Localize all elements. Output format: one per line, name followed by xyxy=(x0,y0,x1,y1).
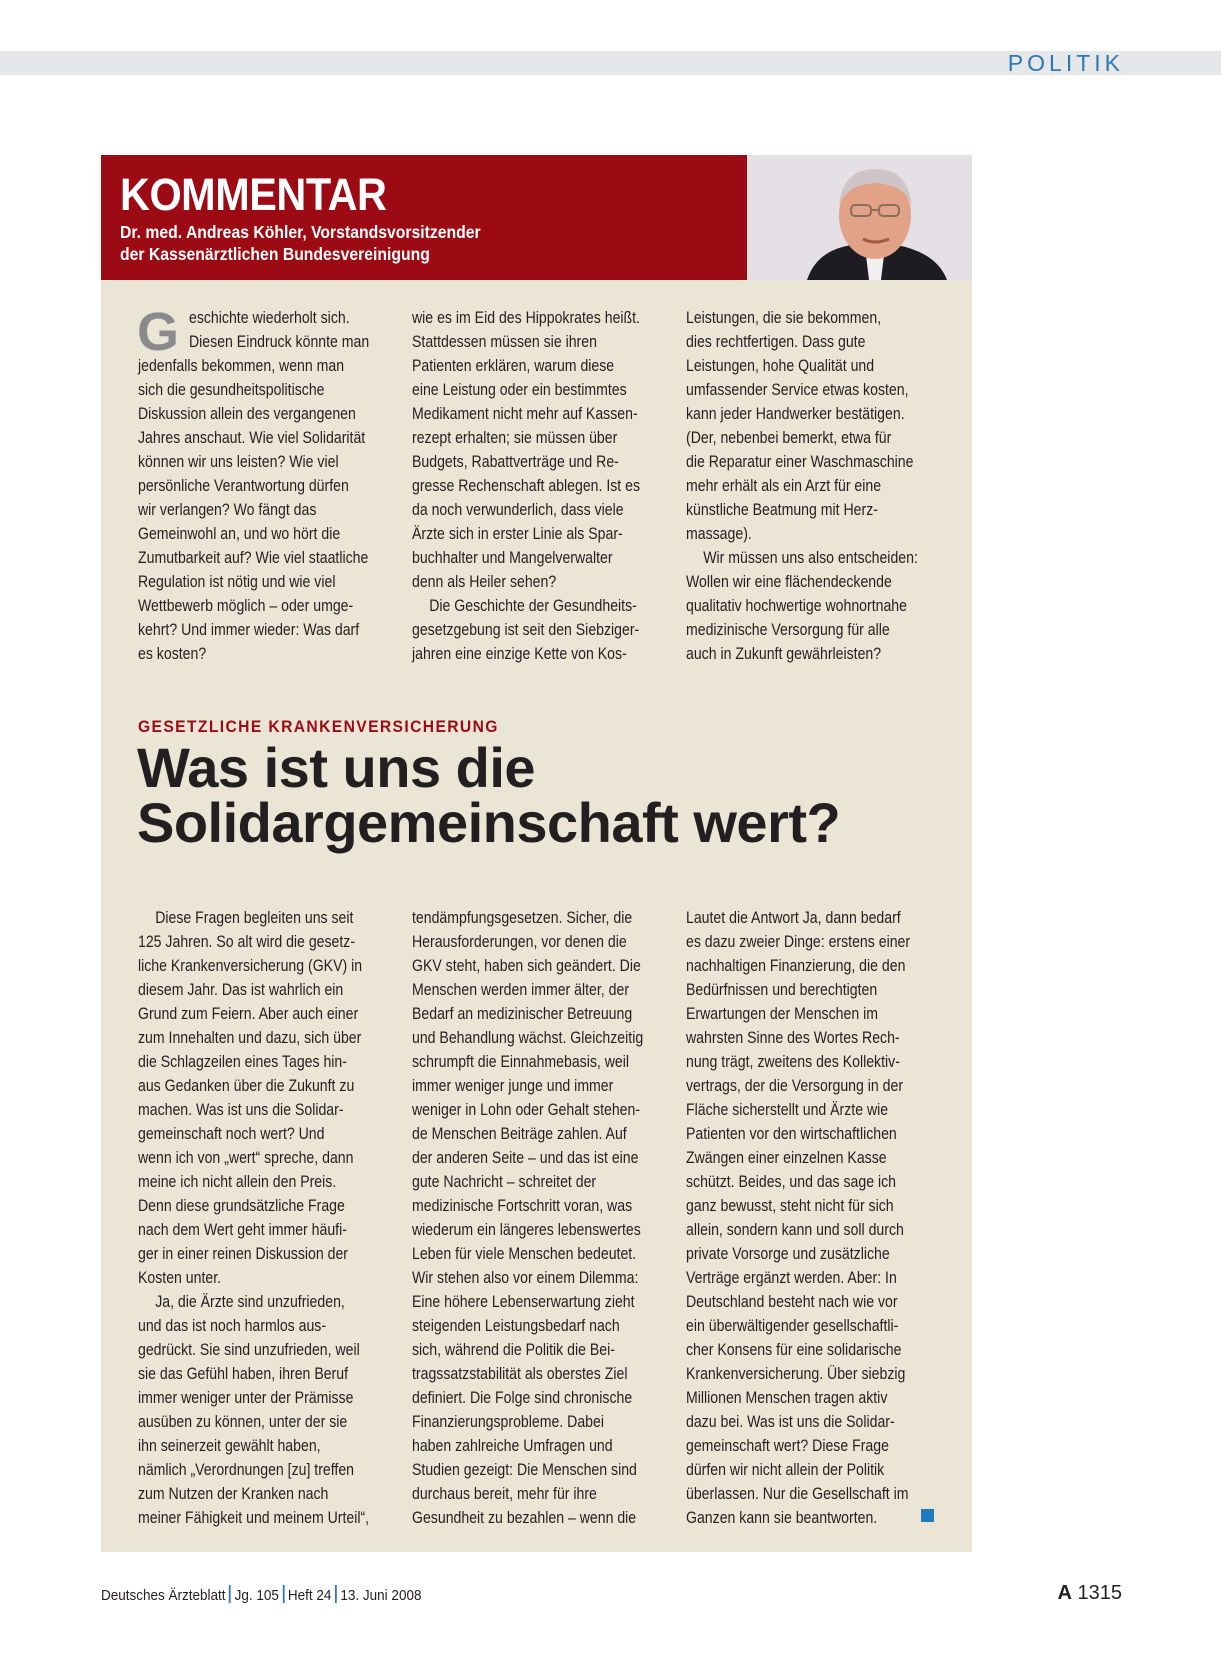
text-line: Wettbewerb möglich – oder umge- xyxy=(138,597,354,615)
text-line: medizinische Fortschritt voran, was xyxy=(412,1197,633,1215)
text-line: Ärzte sich in erster Linie als Spar- xyxy=(412,525,623,543)
text-line: Leistungen, die sie bekommen, xyxy=(686,309,882,327)
text-line: es dazu zweier Dinge: erstens einer xyxy=(686,933,911,951)
footer-issue: Heft 24 xyxy=(287,1587,332,1604)
text-line: Gemeinwohl an, und wo hört die xyxy=(138,525,341,543)
text-line: sich die gesundheitspolitische xyxy=(138,381,325,399)
text-line: Medikament nicht mehr auf Kassen- xyxy=(412,405,638,423)
kommentar-label: KOMMENTAR xyxy=(120,169,387,220)
text-line: es kosten? xyxy=(138,645,207,663)
footer-separator xyxy=(282,1585,284,1603)
text-line: Menschen werden immer älter, der xyxy=(412,981,630,999)
text-line: auch in Zukunft gewährleisten? xyxy=(686,645,882,663)
text-line: liche Krankenversicherung (GKV) in xyxy=(138,957,363,975)
text-line: ganz bewusst, steht nicht für sich xyxy=(686,1197,894,1215)
text-line: nachhaltigen Finanzierung, die den xyxy=(686,957,906,975)
text-line: umfassender Service etwas kosten, xyxy=(686,381,909,399)
page-prefix: A xyxy=(1057,1582,1072,1604)
text-line: Fläche sicherstellt und Ärzte wie xyxy=(686,1101,889,1119)
text-line: rezept erhalten; sie müssen über xyxy=(412,429,618,447)
text-line: zum Innehalten und dazu, sich über xyxy=(138,1029,362,1047)
page-number xyxy=(1057,1581,1122,1605)
text-line: ein überwältigender gesellschaftli- xyxy=(686,1317,899,1335)
text-line: machen. Was ist uns die Solidar- xyxy=(138,1101,344,1119)
article-column-1 xyxy=(138,906,407,1530)
text-line: immer weniger unter der Prämisse xyxy=(138,1389,354,1407)
author-portrait xyxy=(747,155,972,280)
text-line: mehr erhält als ein Arzt für eine xyxy=(686,477,882,495)
text-line: Budgets, Rabattverträge und Re- xyxy=(412,453,619,471)
text-line: die Schlagzeilen eines Tages hin- xyxy=(138,1053,347,1071)
text-line: Leistungen, hohe Qualität und xyxy=(686,357,875,375)
text-line: eschichte wiederholt sich. xyxy=(189,309,350,327)
text-line: durchaus bereit, mehr für ihre xyxy=(412,1485,597,1503)
text-line: 125 Jahren. So alt wird die gesetz- xyxy=(138,933,356,951)
text-line: gedrückt. Sie sind unzufrieden, weil xyxy=(138,1341,360,1359)
text-line: Herausforderungen, vor denen die xyxy=(412,933,627,951)
text-line: die Reparatur einer Waschmaschine xyxy=(686,453,914,471)
footer-journal: Deutsches Ärzteblatt xyxy=(101,1587,226,1604)
text-line: Grund zum Feiern. Aber auch einer xyxy=(138,1005,359,1023)
text-line: gute Nachricht – schreitet der xyxy=(412,1173,597,1191)
text-line: und das ist noch harmlos aus- xyxy=(138,1317,327,1335)
article-kicker: GESETZLICHE KRANKENVERSICHERUNG xyxy=(138,717,499,736)
text-line: aus Gedanken über die Zukunft zu xyxy=(138,1077,355,1095)
text-line: Diese Fragen begleiten uns seit xyxy=(155,909,354,927)
text-line: Jahres anschaut. Wie viel Solidarität xyxy=(138,429,366,447)
section-label: POLITIK xyxy=(1007,50,1124,76)
text-line: meine ich nicht allein den Preis. xyxy=(138,1173,337,1191)
text-line: ihn seinerzeit gewählt haben, xyxy=(138,1437,321,1455)
text-line: wenn ich von „wert“ spreche, dann xyxy=(138,1149,354,1167)
footer-separator xyxy=(335,1585,337,1603)
text-line: ger in einer reinen Diskussion der xyxy=(138,1245,348,1263)
text-line: ausüben zu können, unter der sie xyxy=(138,1413,348,1431)
text-line: wiederum ein längeres lebenswertes xyxy=(412,1221,641,1239)
text-line: Eine höhere Lebenserwartung zieht xyxy=(412,1293,635,1311)
drop-cap: G xyxy=(137,302,180,362)
text-line: haben zahlreiche Umfragen und xyxy=(412,1437,613,1455)
text-line: buchhalter und Mangelverwalter xyxy=(412,549,613,567)
author-line-2: der Kassenärztlichen Bundesvereinigung xyxy=(120,244,430,264)
intro-column-2 xyxy=(412,306,677,666)
text-line: persönliche Verantwortung dürfen xyxy=(138,477,349,495)
text-line: steigenden Leistungsbedarf nach xyxy=(412,1317,620,1335)
text-line: Die Geschichte der Gesundheits- xyxy=(429,597,637,615)
text-line: Studien gezeigt: Die Menschen sind xyxy=(412,1461,637,1479)
text-line: Millionen Menschen tragen aktiv xyxy=(686,1389,888,1407)
text-line: dies rechtfertigen. Dass gute xyxy=(686,333,866,351)
text-line: dazu bei. Was ist uns die Solidar- xyxy=(686,1413,895,1431)
text-line: wir verlangen? Wo fängt das xyxy=(138,501,317,519)
text-line: Krankenversicherung. Über siebzig xyxy=(686,1365,906,1383)
text-line: künstliche Beatmung mit Herz- xyxy=(686,501,878,519)
text-line: jedenfalls bekommen, wenn man xyxy=(138,357,345,375)
intro-column-3 xyxy=(686,306,956,666)
text-line: nämlich „Verordnungen [zu] treffen xyxy=(138,1461,355,1479)
footer-volume: Jg. 105 xyxy=(234,1587,279,1604)
text-line: jahren eine einzige Kette von Kos- xyxy=(412,645,627,663)
text-line: medizinische Versorgung für alle xyxy=(686,621,890,639)
text-line: Lautet die Antwort Ja, dann bedarf xyxy=(686,909,901,927)
text-line: de Menschen Beiträge zahlen. Auf xyxy=(412,1125,627,1143)
text-line: sich, während die Politik die Bei- xyxy=(412,1341,615,1359)
text-line: GKV steht, haben sich geändert. Die xyxy=(412,957,641,975)
text-line: cher Konsens für eine solidarische xyxy=(686,1341,902,1359)
text-line: kann jeder Handwerker bestätigen. xyxy=(686,405,905,423)
text-line: dürfen wir nicht allein der Politik xyxy=(686,1461,885,1479)
text-line: zum Nutzen der Kranken nach xyxy=(138,1485,329,1503)
text-line: gresse Rechenschaft ablegen. Ist es xyxy=(412,477,641,495)
text-line: tendämpfungsgesetzen. Sicher, die xyxy=(412,909,633,927)
text-line: schützt. Beides, und das sage ich xyxy=(686,1173,897,1191)
text-line: definiert. Die Folge sind chronische xyxy=(412,1389,633,1407)
text-line: Wollen wir eine flächendeckende xyxy=(686,573,892,591)
text-line: Wir stehen also vor einem Dilemma: xyxy=(412,1269,639,1287)
text-line: Zumutbarkeit auf? Wie viel staatliche xyxy=(138,549,369,567)
text-line: Diesen Eindruck könnte man xyxy=(189,333,370,351)
footer-separator xyxy=(229,1585,231,1603)
text-line: Gesundheit zu bezahlen – wenn die xyxy=(412,1509,637,1527)
text-line: Bedarf an medizinischer Betreuung xyxy=(412,1005,633,1023)
footer-citation xyxy=(101,1585,421,1606)
text-line: weniger in Lohn oder Gehalt stehen- xyxy=(412,1101,641,1119)
text-line: wahrsten Sinne des Wortes Rech- xyxy=(686,1029,900,1047)
text-line: überlassen. Nur die Gesellschaft im xyxy=(686,1485,909,1503)
text-line: Regulation ist nötig und wie viel xyxy=(138,573,336,591)
kommentar-banner xyxy=(101,155,747,280)
text-line: eine Leistung oder ein bestimmtes xyxy=(412,381,627,399)
text-line: Zwängen einer einzelnen Kasse xyxy=(686,1149,887,1167)
footer-date: 13. Juni 2008 xyxy=(340,1587,422,1604)
text-line: Verträge ergänzt werden. Aber: In xyxy=(686,1269,897,1287)
end-of-article-mark xyxy=(921,1509,934,1522)
text-line: denn als Heiler sehen? xyxy=(412,573,557,591)
text-line: nung trägt, zweitens des Kollektiv- xyxy=(686,1053,900,1071)
text-line: da noch verwunderlich, dass viele xyxy=(412,501,624,519)
text-line: Bedürfnissen und berechtigten xyxy=(686,981,878,999)
text-line: Stattdessen müssen sie ihren xyxy=(412,333,597,351)
text-line: wie es im Eid des Hippokrates heißt. xyxy=(412,309,640,327)
text-line: Ganzen kann sie beantworten. xyxy=(686,1509,878,1527)
text-line: massage). xyxy=(686,525,752,543)
text-line: Leben für viele Menschen bedeutet. xyxy=(412,1245,637,1263)
article-column-2 xyxy=(412,906,681,1530)
text-line: Patienten erklären, warum diese xyxy=(412,357,615,375)
text-line: gemeinschaft wert? Diese Frage xyxy=(686,1437,889,1455)
text-line: sie das Gefühl haben, ihren Beruf xyxy=(138,1365,349,1383)
text-line: diesem Jahr. Das ist wahrlich ein xyxy=(138,981,344,999)
text-line: gemeinschaft noch wert? Und xyxy=(138,1125,325,1143)
text-line: Finanzierungsprobleme. Dabei xyxy=(412,1413,604,1431)
text-line: meiner Fähigkeit und meinem Urteil“, xyxy=(138,1509,370,1527)
text-line: Erwartungen der Menschen im xyxy=(686,1005,878,1023)
text-line: (Der, nebenbei bemerkt, etwa für xyxy=(686,429,892,447)
article-column-3 xyxy=(686,906,947,1530)
headline-line-1: Was ist uns die xyxy=(137,736,536,799)
headline-line-2: Solidargemeinschaft wert? xyxy=(137,791,841,854)
article-headline xyxy=(137,736,841,854)
intro-column-1 xyxy=(137,302,406,666)
text-line: nach dem Wert geht immer häufi- xyxy=(138,1221,347,1239)
text-line: gesetzgebung ist seit den Siebziger- xyxy=(412,621,640,639)
page-number-value: 1315 xyxy=(1077,1582,1122,1604)
text-line: Ja, die Ärzte sind unzufrieden, xyxy=(155,1293,345,1311)
text-line: Patienten vor den wirtschaftlichen xyxy=(686,1125,897,1143)
text-line: der anderen Seite – und das ist eine xyxy=(412,1149,639,1167)
text-line: Deutschland besteht nach wie vor xyxy=(686,1293,898,1311)
text-line: qualitativ hochwertige wohnortnahe xyxy=(686,597,907,615)
author-line-1: Dr. med. Andreas Köhler, Vorstandsvorsitzender xyxy=(120,222,481,242)
text-line: und Behandlung wächst. Gleichzeitig xyxy=(412,1029,644,1047)
text-line: kehrt? Und immer wieder: Was darf xyxy=(138,621,360,639)
text-line: können wir uns leisten? Wie viel xyxy=(138,453,339,471)
text-line: Wir müssen uns also entscheiden: xyxy=(703,549,918,567)
text-line: private Vorsorge und zusätzliche xyxy=(686,1245,890,1263)
text-line: Diskussion allein des vergangenen xyxy=(138,405,356,423)
text-line: tragssatzstabilität als oberstes Ziel xyxy=(412,1365,628,1383)
kommentar-author xyxy=(120,221,678,265)
text-line: vertrags, der die Versorgung in der xyxy=(686,1077,904,1095)
text-line: allein, sondern kann und soll durch xyxy=(686,1221,904,1239)
text-line: Kosten unter. xyxy=(138,1269,222,1287)
text-line: Denn diese grundsätzliche Frage xyxy=(138,1197,345,1215)
portrait-illustration xyxy=(747,155,972,280)
text-line: immer weniger junge und immer xyxy=(412,1077,614,1095)
text-line: schrumpft die Einnahmebasis, weil xyxy=(412,1053,630,1071)
